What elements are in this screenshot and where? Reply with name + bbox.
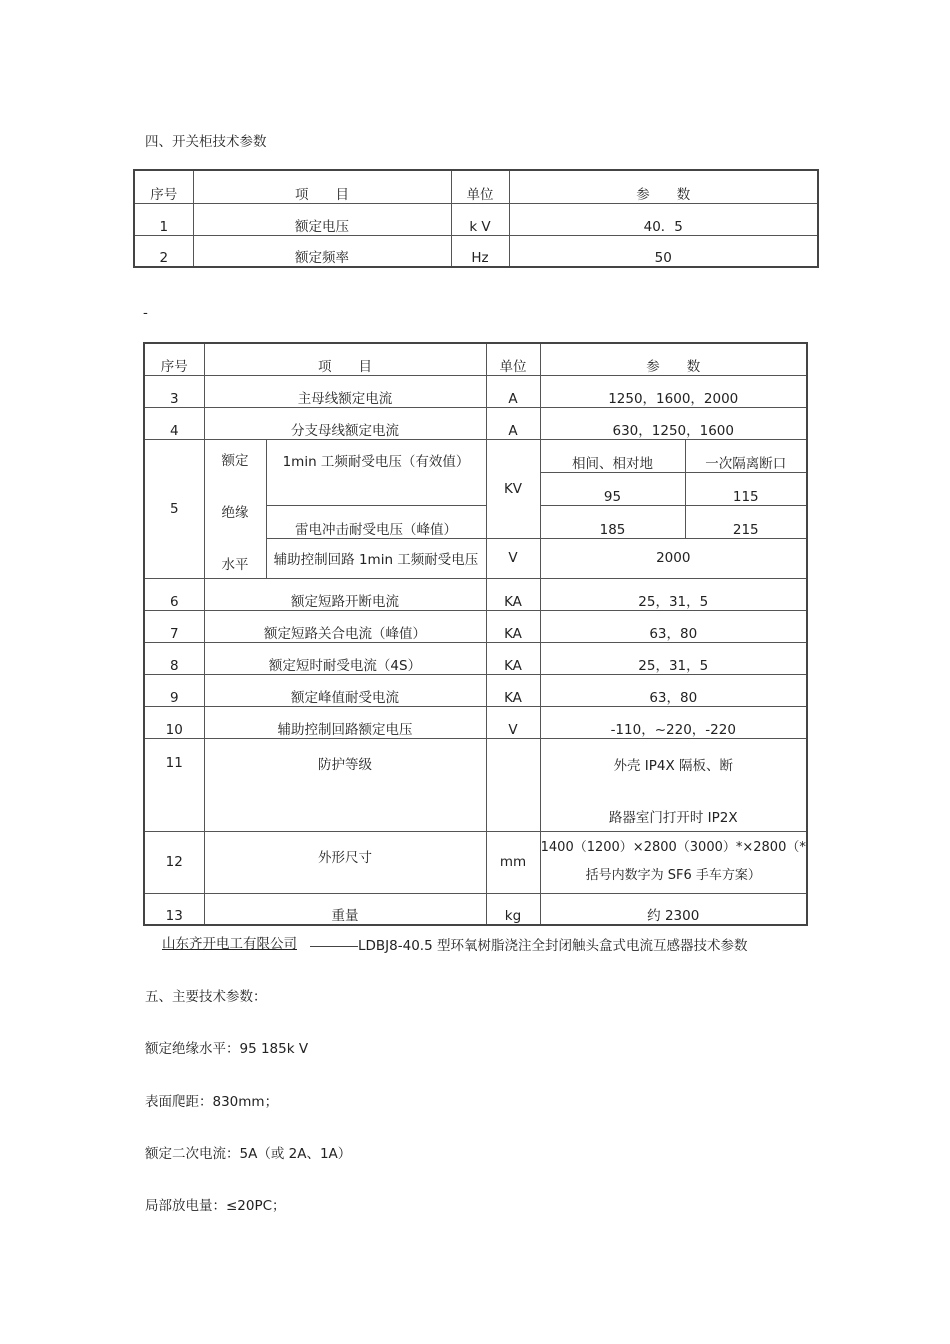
row-value: 50 [509,235,818,267]
value-line-1: 1400（1200）×2800（3000）*×2800（* [540,840,806,855]
value-line-2: 路器室门打开时 IP2X [608,809,738,826]
row-value: 约 2300 [540,893,807,925]
footer-underline [310,946,358,947]
table-row [144,674,807,706]
separator-dash: - [143,305,148,321]
sub-header-phase: 相间、相对地 [540,439,685,472]
col-header-no: 序号 [144,343,204,375]
table-row [144,706,807,738]
row-unit: KA [486,642,540,674]
row-unit: A [486,375,540,407]
row-unit: V [486,539,540,578]
row-value: 115 [685,472,807,505]
group-line-3: 水平 [221,556,249,573]
row-item: 额定短路关合电流（峰值） [204,610,486,642]
row-item: 辅助控制回路 1min 工频耐受电压 [266,539,486,578]
col-header-no: 序号 [134,170,193,203]
row-no: 12 [144,831,204,893]
value-line-2: 括号内数字为 SF6 手车方案） [585,868,761,883]
row-value: 2000 [540,539,807,578]
group-line-1: 额定 [221,452,249,469]
col-header-unit: 单位 [486,343,540,375]
row-unit: KA [486,578,540,610]
row-value: 1250，1600，2000 [540,375,807,407]
row-value: 63，80 [540,674,807,706]
table-row [144,893,807,925]
row-value: 185 [540,505,685,538]
row-no: 9 [144,674,204,706]
switchgear-table-2 [143,342,808,926]
table-row [144,407,807,439]
param-partial-discharge: 局部放电量：≤20PC； [145,1198,286,1214]
row-item: 额定电压 [193,203,451,235]
col-header-unit: 单位 [451,170,509,203]
row-value: -110，~220，-220 [540,706,807,738]
group-line-2: 绝缘 [221,504,249,521]
row-value: 95 [540,472,685,505]
row-no: 5 [144,439,204,578]
footer-company: 山东齐开电工有限公司 [162,936,297,952]
value-line-1: 外壳 IP4X 隔板、断 [613,757,734,774]
row-item: 雷电冲击耐受电压（峰值） [266,505,486,538]
row-value-multiline [540,738,807,831]
table-row [144,610,807,642]
row-unit: k V [451,203,509,235]
sub-header-isolation: 一次隔离断口 [685,439,807,472]
section-title-4: 四、开关柜技术参数 [145,134,267,150]
row-value: 40．5 [509,203,818,235]
row-value: 630，1250，1600 [540,407,807,439]
table-row [144,738,807,831]
param-secondary-current: 额定二次电流：5A（或 2A、1A） [145,1146,352,1162]
row-value-multiline [540,831,807,893]
footer-product: LDBJ8-40.5 型环氧树脂浇注全封闭触头盒式电流互感器技术参数 [358,938,748,954]
row-no: 4 [144,407,204,439]
col-header-item: 项 目 [204,343,486,375]
row-item: 额定峰值耐受电流 [204,674,486,706]
row-no: 3 [144,375,204,407]
row-value: 25，31，5 [540,578,807,610]
row-unit: mm [486,831,540,893]
row-item: 额定频率 [193,235,451,267]
table-row [144,831,807,893]
row-no: 2 [134,235,193,267]
param-insulation: 额定绝缘水平：95 185k V [145,1041,309,1057]
table-row [144,578,807,610]
row-item: 防护等级 [204,738,486,831]
row-value: 215 [685,505,807,538]
table-row [134,235,818,267]
row-item: 额定短时耐受电流（4S） [204,642,486,674]
row-unit: KA [486,674,540,706]
row-unit: KA [486,610,540,642]
row-no: 1 [134,203,193,235]
row-no: 7 [144,610,204,642]
row-unit: A [486,407,540,439]
row-unit: kg [486,893,540,925]
table-row [144,642,807,674]
col-header-item: 项 目 [193,170,451,203]
row-unit: Hz [451,235,509,267]
row-item: 分支母线额定电流 [204,407,486,439]
row-unit [486,738,540,831]
section-title-5: 五、主要技术参数： [145,989,267,1005]
row-no: 10 [144,706,204,738]
row-no: 8 [144,642,204,674]
col-header-param: 参 数 [509,170,818,203]
row-value: 63，80 [540,610,807,642]
col-header-param: 参 数 [540,343,807,375]
row-item: 辅助控制回路额定电压 [204,706,486,738]
row-value: 25，31，5 [540,642,807,674]
row-item: 重量 [204,893,486,925]
table-row [144,439,807,472]
param-creepage: 表面爬距：830mm； [145,1094,279,1110]
row-unit: V [486,706,540,738]
row-item: 外形尺寸 [204,831,486,893]
table-row [134,203,818,235]
row-item: 1min 工频耐受电压（有效值） [266,439,486,505]
row-item: 额定短路开断电流 [204,578,486,610]
row-item: 主母线额定电流 [204,375,486,407]
row-no: 11 [144,738,204,831]
row-no: 13 [144,893,204,925]
insulation-group-label [204,439,266,578]
row-no: 6 [144,578,204,610]
table-row [144,375,807,407]
row-unit: KV [486,439,540,539]
switchgear-table-1 [133,169,819,268]
